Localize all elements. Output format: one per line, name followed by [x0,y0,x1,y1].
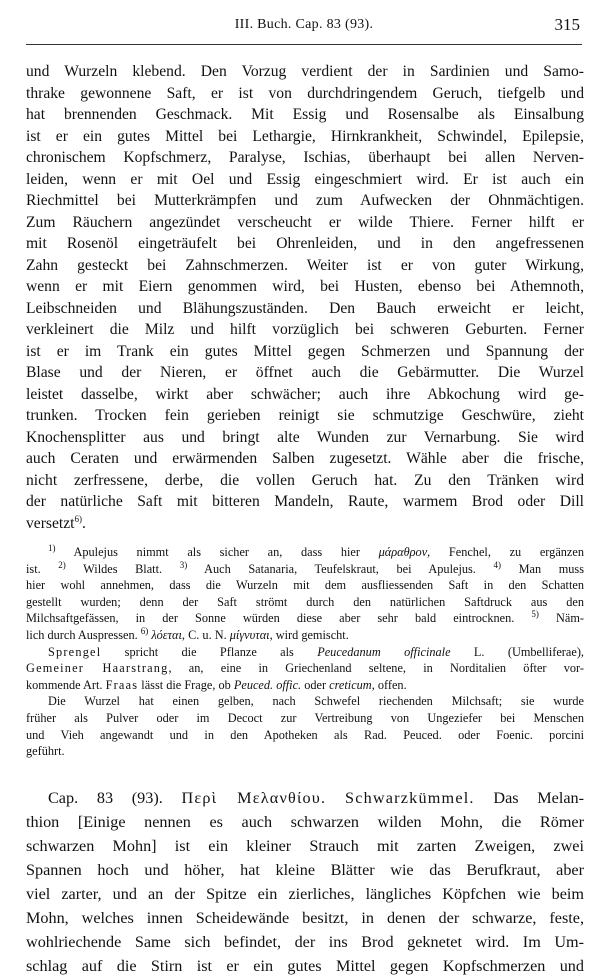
commentary-text: spricht die Pflanze als [101,644,318,659]
text-line: Riechmittel bei Mutterkrämpfen und zum Aufwecken der Ohnmächtigen. [26,192,584,209]
footnotes [26,544,584,760]
species-name: creticum [329,677,372,692]
text-line: auch Ceraten und erwärmenden Salben zugesetzt. Wähle aber die frische, [26,450,584,467]
text-line: viel zarter, und an der Spitze ein zierliches, längliches Köpfchen wie beim [26,884,584,903]
footnote-text: , C. u. N. [181,627,230,642]
footnote-text: Apulejus nimmt als sicher an, dass hier [55,545,379,559]
commentary-text: lässt die Frage, ob [138,677,234,692]
footnote-line [26,544,584,561]
chapter-title: Schwarzkümmel. [345,788,475,807]
commentary-text: L. (Umbelliferae), [450,644,584,659]
main-text [26,61,584,534]
running-header [26,0,582,45]
footnote-text: , wird gemischt. [269,627,349,642]
text-line: verkleinert die Milz und hilft vorzüglich bei schweren Geburten. Ferner [26,321,584,338]
footnote-text: , Fenchel, zu ergänzen [427,545,584,559]
text-line: nicht zerfressene, derbe, die vollen Geruch hat. Zu den Tränken wird [26,471,584,489]
text-line: der natürliche Saft mit bitteren Mandeln, Raute, warmem Brod oder Dill [26,493,584,510]
commentary-line: und Vieh angewandt und in den Apotheken als Rad. Peuced. oder Foenic. porcini [26,727,584,742]
chapter-heading-line [26,786,584,810]
text-line: trunken. Trocken fein gerieben reinigt sie schmutzige Geschwüre, zieht [26,407,584,424]
running-title: III. Buch. Cap. 83 (93). [234,17,374,32]
greek-word: μίγνυται [229,627,270,642]
footnote-mark: 1) [48,542,56,553]
footnote-mark: 2) [58,559,66,570]
footnote-line [26,610,584,627]
chapter-number: Cap. 83 (93). [48,788,163,807]
text-line: chronischem Kopfschmerz, Paralyse, Ischias, überhaupt bei allen Nerven- [26,149,584,166]
species-name: Peucedanum officinale [317,644,451,659]
footnote-text: Auch Satanaria, Teufelskraut, bei Apulejus. [187,561,494,576]
text-line: wenn er mit Eiern genommen wird, bei Husten, ebenso bei Athemnoth, [26,278,584,295]
footnote-text: Milchsaftgefässen, in der Sonne würden diese aber sehr bald eintrocknen. [26,611,532,626]
footnote-text: Man muss [500,561,584,576]
text-line: Blase und der Nieren, er öffnet auch die Gebärmutter. Die Wurzel [26,364,584,381]
text-line: Knochensplitter aus und bringt alte Wunden zur Vernarbung. Sie wird [26,428,584,446]
text-line: ist er ein gutes Mittel bei Lethargie, Hirnkrankheit, Schwindel, Epilepsie, [26,127,584,145]
commentary-line [26,660,584,677]
footnote-line: gestellt wurden; denn der Saft strömt durch den natürlichen Saftdruck aus den [26,594,584,609]
text-line: hat brennenden Geschmack. Mit Essig und Rosensalbe als Einsalbung [26,106,584,123]
commentary-text: , an, eine in Griechenland seltene, in Norditalien öfter vor- [168,661,584,676]
author-name: Sprengel [48,644,102,659]
text-line: und Wurzeln klebend. Den Vorzug verdient der in Sardinien und Samo- [26,63,584,80]
species-name: Peuced. offic. [233,677,302,692]
text-line: ist er im Trank ein gutes Mittel gegen Schmerzen und Spannung der [26,342,584,360]
text-line: wohlriechende Same sich befindet, der ins Brod geknetet wird. Im Um- [26,932,584,951]
common-name: Gemeiner Haarstrang [26,661,169,676]
footnote-text: Näm- [538,611,584,626]
commentary-line [26,644,584,661]
text-line: schlag auf die Stirn ist er ein gutes Mittel gegen Kopfschmerzen und [26,956,584,975]
text-line: thrake gewonnene Saft, er ist von durchdringendem Geruch, tiefgelb und [26,84,584,102]
footnote-line [26,561,584,578]
footnote-ref: 6) [74,513,82,524]
text-line: mit Rosenöl eingeträufelt bei Ohrenleiden, und in den angefressenen [26,235,584,252]
commentary-line: früher als Pulver oder im Decoct zur Vertreibung von Ungeziefer bei Menschen [26,710,584,725]
commentary-text: oder [301,677,330,692]
commentary-text: , offen. [371,677,407,692]
footnote-text: ist. [26,561,59,576]
chapter-section [26,786,584,978]
text-line: Spannen hoch und höher, hat kleine Blätter wie das Berufkraut, aber [26,860,584,879]
footnote-mark: 4) [493,559,501,570]
text-line: leiden, wenn er mit Oel und Essig eingeschmiert wird. Er ist auch ein [26,170,584,188]
footnote-line [26,627,584,644]
text-line: thion [Einige nennen es auch schwarzen wilden Mohn, die Römer [26,812,584,831]
footnote-text: lich durch Auspressen. [26,627,141,642]
footnote-mark: 5) [531,609,539,620]
text-line: Zum Räuchern angezündet verscheucht er wilde Thiere. Ferner hilft er [26,213,584,231]
greek-title: Περὶ Μελανθίου. [181,788,327,807]
author-name: Fraas [105,677,139,692]
footnote-text: Wildes Blatt. [65,561,180,576]
text-line: schwarzen Mohn] ist ein kleiner Strauch mit zarten Zweigen, zwei [26,836,584,855]
page-number: 315 [554,15,580,34]
text-line: Leibschneiden und Blähungszuständen. Den Bauch erweicht er leicht, [26,299,584,317]
footnote-mark: 6) [140,625,149,636]
footnote-mark: 3) [179,559,188,570]
text-fragment: . [82,514,86,532]
text-line: Zahn gesteckt bei Zahnschmerzen. Weiter ist er von guter Wirkung, [26,256,584,274]
text-line-last [26,513,584,535]
footnote-line: hier wohl annehmen, dass die Wurzeln mit dem ausfliessenden Saft in den Schatten [26,578,584,593]
text-fragment: Das Melan- [493,788,585,807]
text-fragment: versetzt [26,514,75,532]
text-line: Mohn, welches innen Scheidewände besitzt, in denen der schwarze, feste, [26,908,584,927]
commentary-line: Die Wurzel hat einen gelben, nach Schwefel riechenden Milchsaft; sie wurde [48,694,584,709]
commentary-text: kommende Art. [26,677,106,692]
greek-word: μάραθρον [378,545,428,559]
text-line: leistet dasselbe, wirkt aber schwächer; auch ihre Abkochung wird ge- [26,385,584,403]
commentary-line [26,677,584,694]
commentary-line: geführt. [26,744,65,759]
greek-word: λόεται [151,627,182,642]
